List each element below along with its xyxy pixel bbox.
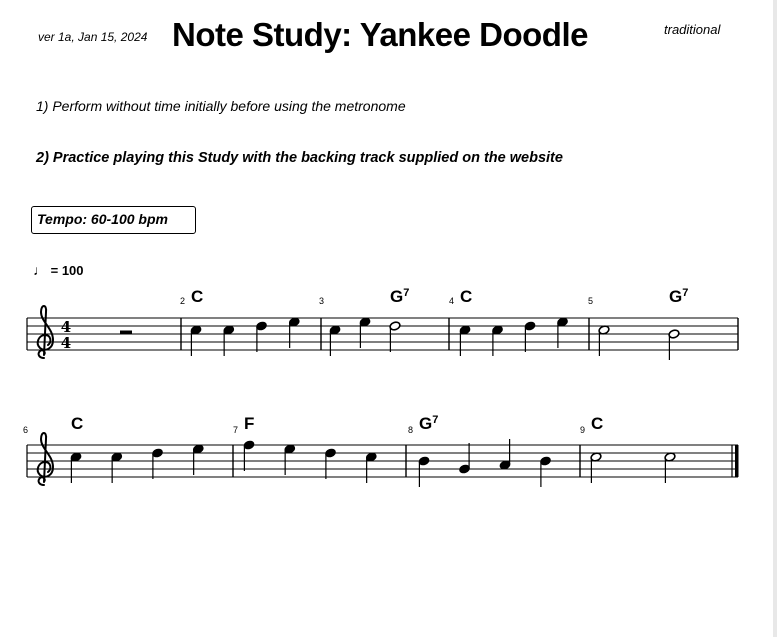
staff-system	[27, 445, 739, 477]
note	[111, 452, 123, 483]
note	[499, 439, 511, 470]
note	[389, 321, 401, 352]
half-rest	[120, 331, 132, 335]
measure-number: 3	[319, 296, 325, 306]
note	[152, 448, 164, 479]
note	[524, 321, 536, 352]
note	[329, 325, 341, 356]
tempo-marking-value: = 100	[50, 263, 84, 278]
note	[668, 329, 680, 360]
chord-symbol: C	[71, 414, 84, 433]
note	[557, 317, 569, 348]
note	[598, 325, 610, 356]
measure-number: 2	[180, 296, 186, 306]
chord-symbol: C	[191, 287, 204, 306]
chord-symbol: $G^7$	[419, 414, 439, 433]
note	[243, 440, 255, 471]
time-signature-top: 4	[60, 318, 72, 336]
measure-number: 7	[233, 425, 239, 435]
staff-system	[27, 318, 738, 350]
note	[325, 448, 337, 479]
note	[664, 452, 676, 483]
instruction-1: 1) Perform without time initially before using the metronome	[36, 98, 406, 114]
note	[256, 321, 268, 352]
note	[70, 452, 82, 483]
note	[459, 325, 471, 356]
page-title: Note Study: Yankee Doodle	[172, 16, 588, 53]
measure-number: 4	[449, 296, 455, 306]
tempo-range-box: Tempo: 60-100 bpm	[31, 206, 196, 234]
note	[192, 444, 204, 475]
chord-symbol: $G^7$	[390, 287, 410, 306]
time-signature-bottom: 4	[60, 334, 72, 352]
note	[492, 325, 504, 356]
measure-number: 8	[408, 425, 414, 435]
instruction-2: 2) Practice playing this Study with the backing track supplied on the website	[36, 150, 563, 166]
chord-extension: 7	[432, 414, 439, 426]
measure-number: 6	[23, 425, 29, 435]
chord-symbol: C	[460, 287, 473, 306]
note	[223, 325, 235, 356]
measure-number: 9	[580, 425, 586, 435]
note	[365, 452, 377, 483]
note	[590, 452, 602, 483]
note	[359, 317, 371, 348]
note	[284, 444, 296, 475]
chord-symbol: $G^7$	[669, 287, 689, 306]
note	[190, 325, 202, 356]
composer-label: traditional	[664, 22, 721, 37]
note	[540, 456, 552, 487]
quarter-note-icon: ♩	[33, 262, 47, 278]
final-barline-thick	[735, 445, 739, 477]
measure-number: 5	[588, 296, 594, 306]
note	[459, 443, 471, 474]
chord-symbol: C	[591, 414, 604, 433]
chord-extension: 7	[403, 287, 410, 299]
chord-symbol: F	[244, 414, 255, 433]
chord-extension: 7	[682, 287, 689, 299]
version-label: ver 1a, Jan 15, 2024	[38, 30, 148, 44]
note	[288, 317, 300, 348]
note	[418, 456, 430, 487]
